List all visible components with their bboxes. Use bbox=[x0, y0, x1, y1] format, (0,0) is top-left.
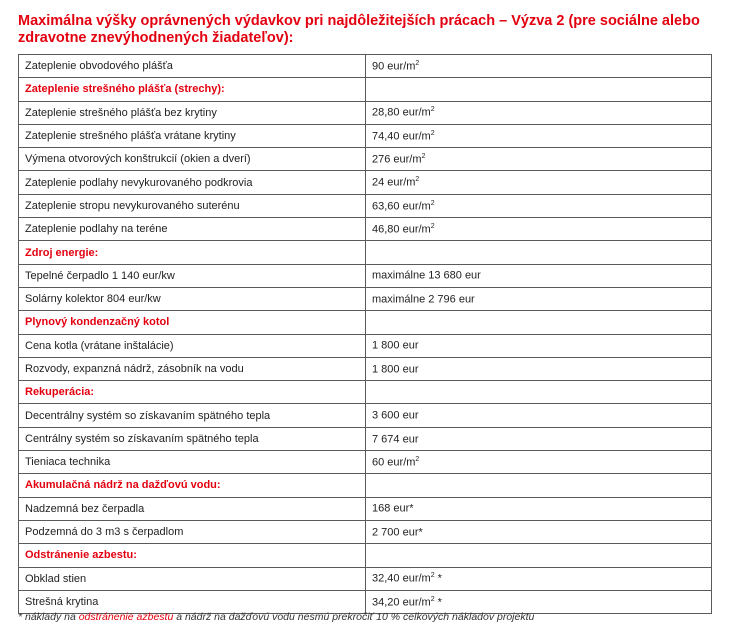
unit-superscript: 2 bbox=[415, 59, 420, 67]
item-value bbox=[366, 357, 712, 380]
section-title: Odstránenie azbestu: bbox=[19, 544, 366, 567]
table-row bbox=[19, 264, 712, 287]
item-value bbox=[366, 311, 712, 334]
value-text: 2 700 eur* bbox=[372, 526, 423, 539]
value-text: 34,20 eur/m bbox=[372, 596, 431, 609]
value-text: 7 674 eur bbox=[372, 433, 419, 446]
item-value bbox=[366, 427, 712, 450]
table-row bbox=[19, 218, 712, 241]
item-name: Rozvody, expanzná nádrž, zásobník na vodu bbox=[19, 357, 366, 380]
item-value bbox=[366, 544, 712, 567]
item-value bbox=[366, 451, 712, 474]
table-row bbox=[19, 171, 712, 194]
table-row bbox=[19, 287, 712, 310]
value-text: 46,80 eur/m bbox=[372, 223, 431, 236]
table-row bbox=[19, 148, 712, 171]
item-name: Zateplenie obvodového plášťa bbox=[19, 55, 366, 78]
section-title: Zdroj energie: bbox=[19, 241, 366, 264]
value-text: 63,60 eur/m bbox=[372, 200, 431, 213]
item-value bbox=[366, 101, 712, 124]
footnote-suffix: a nádrž na dažďovú vodu nesmú prekročiť 10 % celkových nákladov projektu bbox=[173, 611, 535, 623]
unit-superscript: 2 bbox=[430, 572, 435, 580]
value-text: 74,40 eur/m bbox=[372, 130, 431, 143]
item-name: Zateplenie stropu nevykurovaného suterénu bbox=[19, 194, 366, 217]
unit-superscript: 2 bbox=[430, 595, 435, 603]
table-row bbox=[19, 520, 712, 543]
item-value bbox=[366, 404, 712, 427]
item-value bbox=[366, 241, 712, 264]
item-value bbox=[366, 124, 712, 147]
item-value bbox=[366, 520, 712, 543]
unit-superscript: 2 bbox=[430, 129, 435, 137]
table-row bbox=[19, 55, 712, 78]
unit-superscript: 2 bbox=[430, 106, 435, 114]
table-row bbox=[19, 427, 712, 450]
value-text: 24 eur/m bbox=[372, 176, 416, 189]
unit-superscript: 2 bbox=[430, 199, 435, 207]
section-title: Zateplenie strešného plášťa (strechy): bbox=[19, 78, 366, 101]
section-title: Rekuperácia: bbox=[19, 381, 366, 404]
section-header-row bbox=[19, 381, 712, 404]
expense-limits-table bbox=[18, 54, 712, 614]
unit-superscript: 2 bbox=[415, 455, 420, 463]
section-title: Akumulačná nádrž na dažďovú vodu: bbox=[19, 474, 366, 497]
section-header-row bbox=[19, 544, 712, 567]
item-name: Zateplenie podlahy nevykurovaného podkrovia bbox=[19, 171, 366, 194]
item-value bbox=[366, 474, 712, 497]
table-row bbox=[19, 497, 712, 520]
section-header-row bbox=[19, 311, 712, 334]
item-name: Zateplenie podlahy na teréne bbox=[19, 218, 366, 241]
section-header-row bbox=[19, 78, 712, 101]
unit-superscript: 2 bbox=[430, 222, 435, 230]
item-name: Centrálny systém so získavaním spätného tepla bbox=[19, 427, 366, 450]
value-text: 1 800 eur bbox=[372, 363, 419, 376]
item-name: Obklad stien bbox=[19, 567, 366, 590]
item-value bbox=[366, 194, 712, 217]
table-row bbox=[19, 357, 712, 380]
value-text: 1 800 eur bbox=[372, 340, 419, 353]
item-value bbox=[366, 287, 712, 310]
item-value bbox=[366, 171, 712, 194]
item-value bbox=[366, 264, 712, 287]
item-name: Solárny kolektor 804 eur/kw bbox=[19, 287, 366, 310]
item-value bbox=[366, 218, 712, 241]
item-value bbox=[366, 148, 712, 171]
item-name: Výmena otvorových konštrukcií (okien a dverí) bbox=[19, 148, 366, 171]
item-name: Strešná krytina bbox=[19, 590, 366, 613]
value-text: 3 600 eur bbox=[372, 409, 419, 422]
item-value bbox=[366, 78, 712, 101]
unit-superscript: 2 bbox=[421, 153, 426, 160]
value-text: 28,80 eur/m bbox=[372, 107, 431, 120]
item-name: Nadzemná bez čerpadla bbox=[19, 497, 366, 520]
footnote bbox=[18, 611, 534, 623]
value-suffix: * bbox=[434, 596, 442, 609]
section-header-row bbox=[19, 241, 712, 264]
item-name: Podzemná do 3 m3 s čerpadlom bbox=[19, 520, 366, 543]
value-text: 60 eur/m bbox=[372, 456, 416, 469]
footnote-highlight: odstránenie azbestu bbox=[78, 611, 174, 623]
value-text: 32,40 eur/m bbox=[372, 573, 431, 585]
value-text: 90 eur/m bbox=[372, 60, 416, 73]
value-text: maximálne 13 680 eur bbox=[372, 270, 481, 283]
table-row bbox=[19, 404, 712, 427]
footnote-prefix: * náklady na bbox=[18, 611, 79, 623]
table-row bbox=[19, 334, 712, 357]
item-value bbox=[366, 497, 712, 520]
table-row bbox=[19, 101, 712, 124]
item-name: Zateplenie strešného plášťa vrátane krytiny bbox=[19, 124, 366, 147]
item-name: Zateplenie strešného plášťa bez krytiny bbox=[19, 101, 366, 124]
value-suffix: * bbox=[434, 573, 442, 585]
item-name: Tepelné čerpadlo 1 140 eur/kw bbox=[19, 264, 366, 287]
item-name: Decentrálny systém so získavaním spätného tepla bbox=[19, 404, 366, 427]
item-value bbox=[366, 55, 712, 78]
section-header-row bbox=[19, 474, 712, 497]
section-title: Plynový kondenzačný kotol bbox=[19, 311, 366, 334]
item-name: Tieniaca technika bbox=[19, 451, 366, 474]
table-row bbox=[19, 124, 712, 147]
unit-superscript: 2 bbox=[415, 176, 420, 184]
item-value bbox=[366, 381, 712, 404]
table-row bbox=[19, 567, 712, 590]
value-text: maximálne 2 796 eur bbox=[372, 293, 475, 306]
page-title: Maximálna výšky oprávnených výdavkov pri najdôležitejších prácach – Výzva 2 (pre sociálne alebo zdravotne znevýhodnených žiadateľov): bbox=[18, 13, 700, 46]
value-text: 168 eur* bbox=[372, 503, 414, 516]
table-row bbox=[19, 451, 712, 474]
value-text: 276 eur/m bbox=[372, 153, 422, 166]
item-value bbox=[366, 567, 712, 590]
table-row bbox=[19, 194, 712, 217]
item-name: Cena kotla (vrátane inštalácie) bbox=[19, 334, 366, 357]
item-value bbox=[366, 334, 712, 357]
